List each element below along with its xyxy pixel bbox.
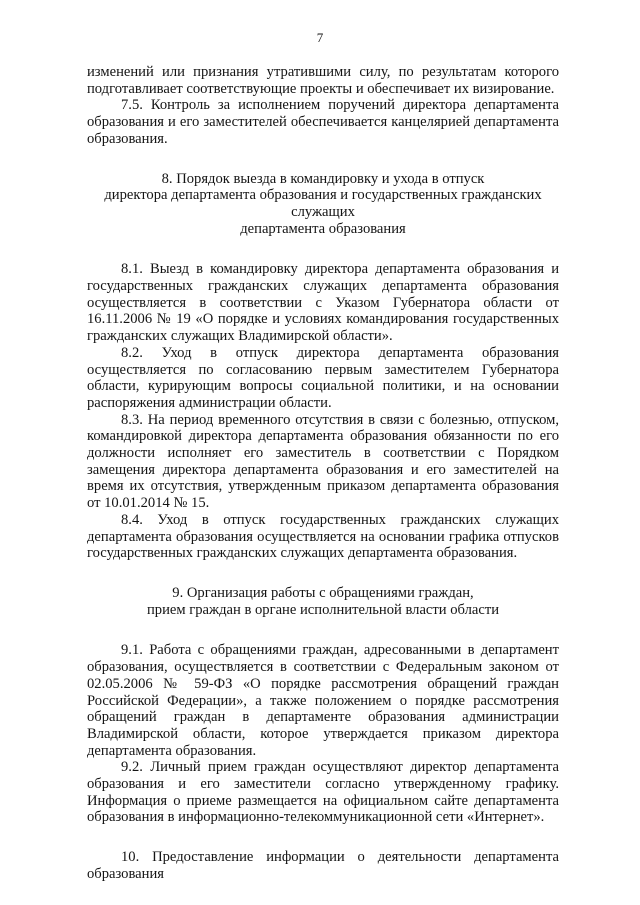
section-8-heading	[87, 171, 559, 238]
paragraph-continuation: изменений или признания утратившими силу, по результатам которого подготавливает соответствующие проекты и обеспечивает их визирование.	[87, 64, 559, 97]
section-9-title-line-2: прием граждан в органе исполнительной власти области	[146, 601, 500, 618]
paragraph-8-3: 8.3. На период временного отсутствия в связи с болезнью, отпуском, командировкой директора департамента образования обязанности по его должности исполняет его заместитель в соответствии с Порядком замещения директора департамента образования и его заместителей на время их отсутствия, утвержденным приказом департамента образования от 10.01.2014 № 15.	[87, 411, 559, 512]
section-9-heading	[87, 585, 559, 618]
page-number: 7	[316, 30, 324, 45]
section-9-title-line-1: 9. Организация работы с обращениями граждан,	[172, 584, 474, 601]
paragraph-8-4: 8.4. Уход в отпуск государственных гражданских служащих департамента образования осуществляется на основании графика отпусков государственных гражданских служащих департамента образования.	[87, 511, 559, 562]
paragraph-9-2: 9.2. Личный прием граждан осуществляют директор департамента образования и его заместители согласно утвержденному графику. Информация о приеме размещается на официальном сайте департамента образования в информационно-телекоммуникационной сети «Интернет».	[87, 759, 559, 826]
paragraph-8-1: 8.1. Выезд в командировку директора департамента образования и государственных гражданских служащих департамента образования осуществляется в соответствии с Указом Губернатора области от 16.11.2006 № 19 «О порядке и условиях командирования государственных гражданских служащих Владимирской области».	[87, 261, 559, 345]
paragraph-7-5: 7.5. Контроль за исполнением поручений директора департамента образования и его заместителей обеспечивается канцелярией департамента образования.	[87, 97, 559, 147]
paragraph-9-1: 9.1. Работа с обращениями граждан, адресованными в департамент образования, осуществляется в соответствии с Федеральным законом от 02.05.2006 № 59-ФЗ «О порядке рассмотрения обращений граждан Российской Федерации», а также положением о порядке рассмотрения обращений граждан в департаменте образования администрации Владимирской области, которое утверждается приказом директора департамента образования.	[87, 642, 559, 759]
paragraph-8-2: 8.2. Уход в отпуск директора департамента образования осуществляется по согласованию первым заместителем Губернатора области, курирующим вопросы социальной политики, и на основании распоряжения администрации области.	[87, 344, 559, 411]
section-8-title-line-2: директора департамента образования и государственных гражданских служащих	[104, 187, 542, 220]
section-8-title-line-1: 8. Порядок выезда в командировку и ухода в отпуск	[161, 170, 485, 187]
section-8-title-line-3: департамента образования	[240, 220, 406, 237]
document-body	[87, 64, 559, 883]
section-10-heading: 10. Предоставление информации о деятельности департамента образования	[87, 849, 559, 882]
